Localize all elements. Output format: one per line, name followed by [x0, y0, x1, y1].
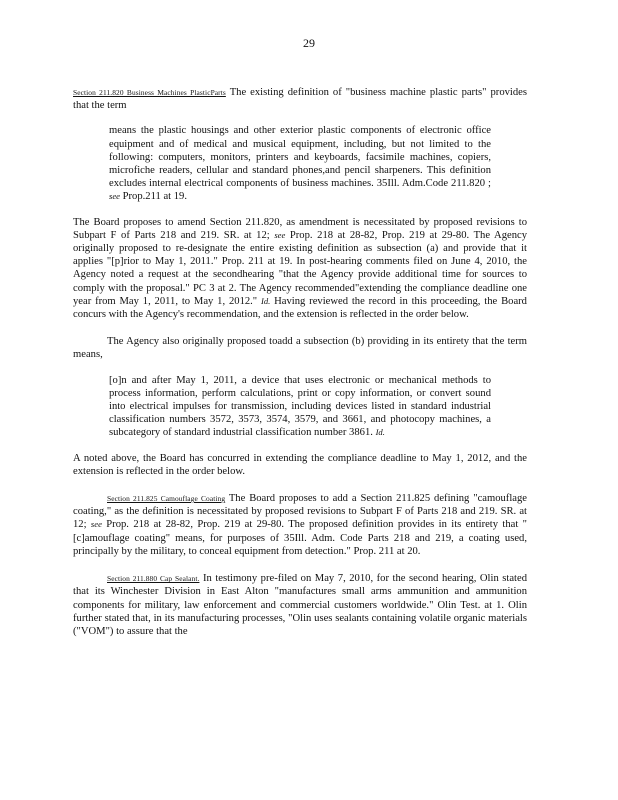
intro-text: The existing definition of "business machine plastic parts" provides that the term — [73, 87, 527, 112]
page-content — [73, 86, 527, 638]
section-heading-211-825: Section 211.825 Camouflage Coating — [107, 494, 226, 504]
block-quote-definition: means the plastic housings and other exterior plastic components of electronic office equipment and of medical and musical equipment, including, but not limited to the following: computers, monitors, printers and keyboards, facsimile machines, copiers, microfiche readers, cellular and standard phones,and pencil sharpeners. This definition excludes internal electrical components of business machines. 35Ill. Adm.Code 211.820 ; see Prop.211 at 19. — [109, 125, 491, 203]
page-number: 29 — [303, 36, 315, 50]
paragraph-extension: A noted above, the Board has concurred in extending the compliance deadline to May 1, 2012, and the extension is reflected in the order below. — [73, 452, 527, 477]
block-quote-device: [o]n and after May 1, 2011, a device that uses electronic or mechanical methods to process information, perform calculations, print or copy information, or convert sound into electrical impulses for transmission, including devices listed in standard industrial classification numbers 3572, 3573, 3574, 3579, and 3661, and photocopy machines, a subcategory of standard industrial classification number 3861. Id. — [109, 374, 491, 439]
section-211-820-intro — [73, 86, 527, 112]
section-211-825: Section 211.825 Camouflage Coating The Board proposes to add a Section 211.825 defining "camouflage coating," as the definition is necessitated by proposed revisions to Subpart F of Parts 218 and 219. SR. at 12; see Prop. 218 at 28-82, Prop. 219 at 29-80. The proposed definition provides in its entirety that "[c]amouflage coating" means, for purposes of 35Ill. Adm. Code Parts 218 and 219, a coating used, principally by the military, to conceal equipment from detection." Prop. 211 at 20. — [73, 493, 527, 557]
section-211-880: Section 211.880 Cap Sealant. In testimony pre-filed on May 7, 2010, for the second hearing, Olin stated that its Winchester Division in East Alton "manufactures small arms ammunition and ammunition components for military, law enforcement and commercial customers worldwide." Olin Test. at 1. Olin further stated that, in its manufacturing processes, "Olin uses sealants containing volatile organic materials ("VOM") to assure that the — [73, 573, 527, 637]
paragraph-board-proposal: The Board proposes to amend Section 211.820, as amendment is necessitated by proposed revisions to Subpart F of Parts 218 and 219. SR. at 12; see Prop. 218 at 28-82, Prop. 219 at 29-80. The Agency originally proposed to re-designate the entire existing definition as subsection (a) and provide that it applies "[p]rior to May 1, 2011." Prop. 211 at 19. In post-hearing comments filed on June 4, 2010, the Agency noted a request at the secondhearing "that the Agency provide additional time for sources to comply with the proposal." PC 3 at 2. The Agency recommended"extending the compliance deadline one year from May 1, 2011, to May 1, 2012." Id. Having reviewed the record in this proceeding, the Board concurs with the Agency's recommendation, and the extension is reflected in the order below. — [73, 216, 527, 321]
section-heading-211-820: Section 211.820 Business Machines PlasticParts — [73, 88, 226, 97]
section-heading-211-880: Section 211.880 Cap Sealant. — [107, 574, 200, 584]
paragraph-agency-subsection: The Agency also originally proposed toadd a subsection (b) providing in its entirety that the term means, — [73, 336, 527, 361]
